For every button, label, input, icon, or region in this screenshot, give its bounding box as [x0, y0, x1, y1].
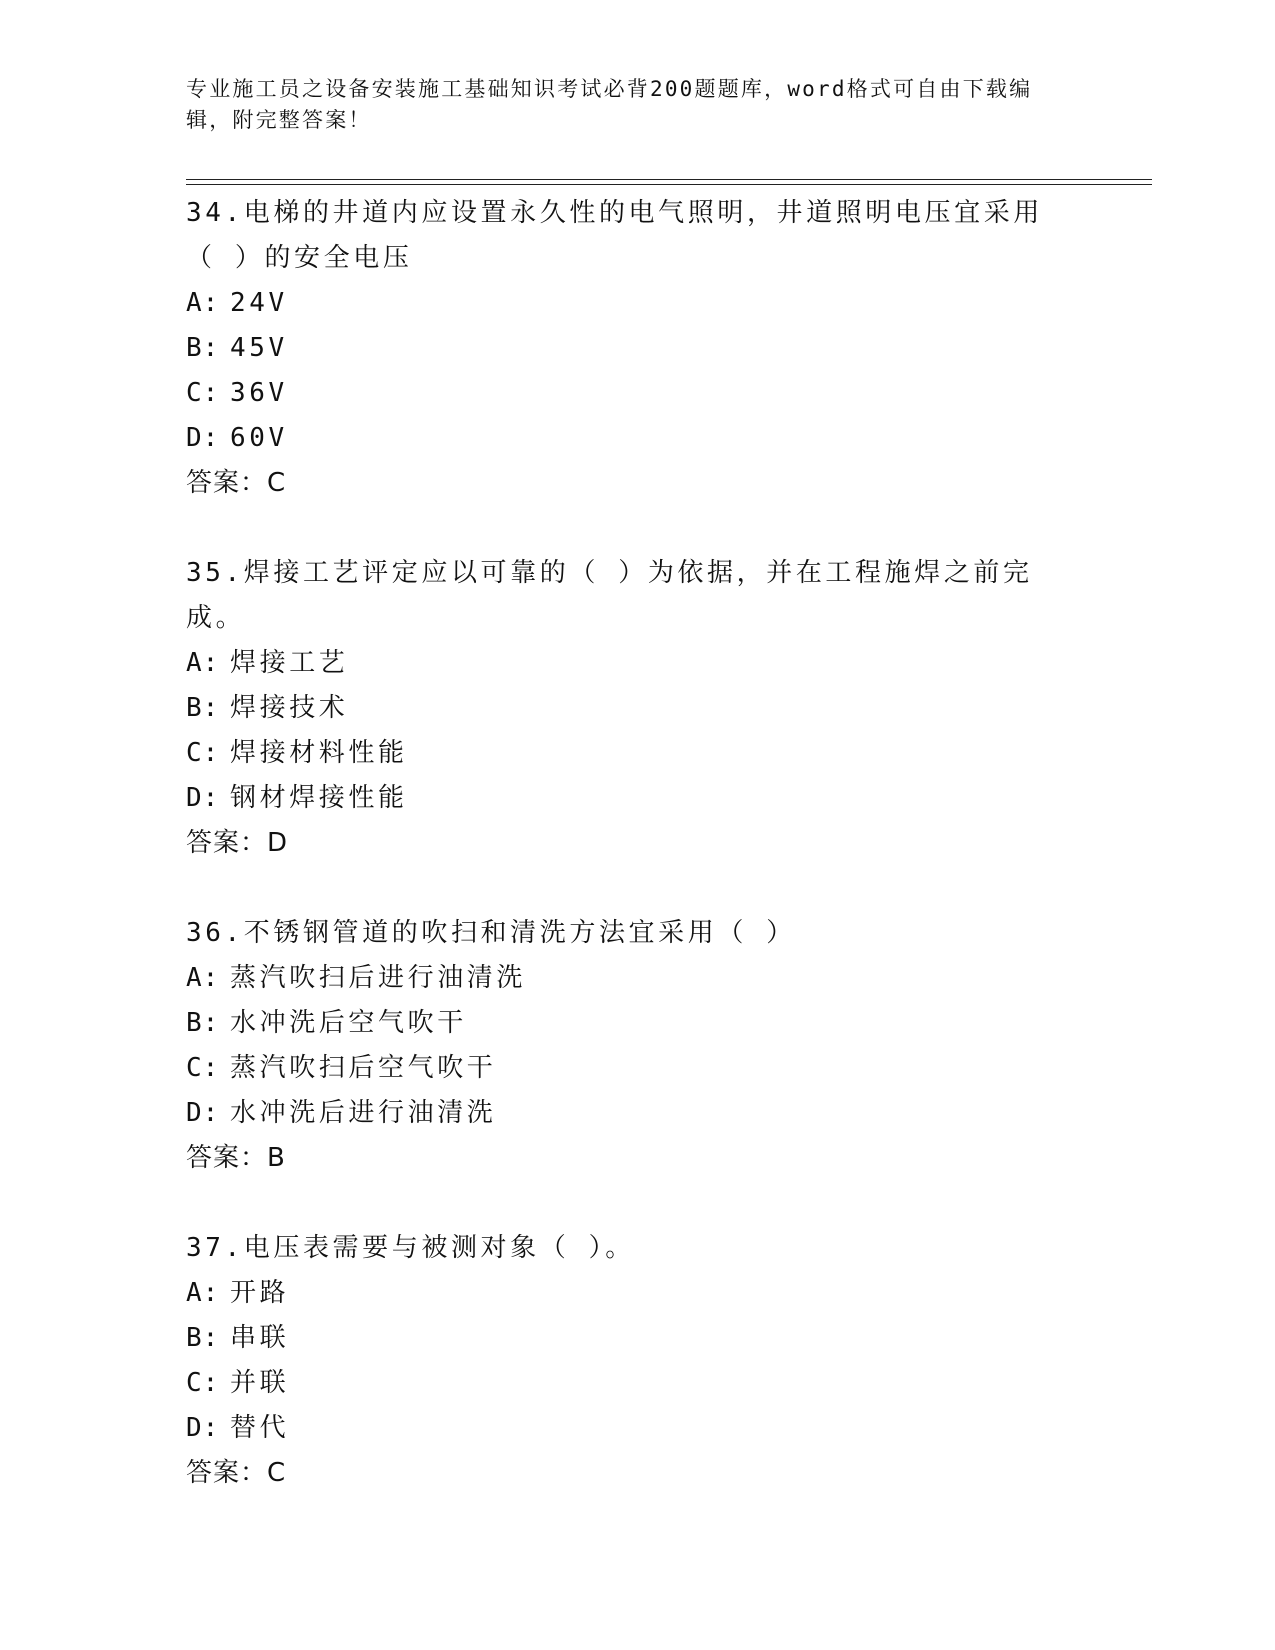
question-34	[186, 191, 1086, 506]
option-key: B:	[186, 1323, 220, 1353]
option-a	[186, 1271, 1086, 1316]
question-stem: 37.电压表需要与被测对象（ ）。	[186, 1233, 635, 1263]
option-b	[186, 326, 1086, 371]
document-header: 专业施工员之设备安装施工基础知识考试必背200题题库，word格式可自由下载编辑，附完整答案！	[186, 77, 1033, 132]
question-gap	[186, 506, 1086, 551]
answer: 答案：C	[186, 468, 287, 498]
option-c	[186, 1361, 1086, 1406]
header-divider-top	[186, 179, 1152, 180]
option-text: 36V	[230, 378, 288, 408]
option-text: 蒸汽吹扫后进行油清洗	[230, 963, 527, 993]
question-gap	[186, 1181, 1086, 1226]
option-text: 串联	[230, 1323, 290, 1353]
option-key: B:	[186, 693, 220, 723]
option-b	[186, 1316, 1086, 1361]
option-text: 水冲洗后进行油清洗	[230, 1098, 497, 1128]
option-text: 替代	[230, 1413, 290, 1443]
option-key: C:	[186, 1368, 220, 1398]
question-stem: 35.焊接工艺评定应以可靠的（ ）为依据，并在工程施焊之前完成。	[186, 558, 1033, 633]
option-key: D:	[186, 783, 220, 813]
option-c	[186, 731, 1086, 776]
option-text: 45V	[230, 333, 288, 363]
option-key: C:	[186, 378, 220, 408]
question-list	[186, 191, 1086, 1496]
option-text: 钢材焊接性能	[230, 783, 408, 813]
option-key: D:	[186, 1098, 220, 1128]
option-text: 焊接材料性能	[230, 738, 408, 768]
option-d	[186, 1406, 1086, 1451]
option-a	[186, 956, 1086, 1001]
question-stem: 36.不锈钢管道的吹扫和清洗方法宜采用（ ）	[186, 918, 796, 948]
option-a	[186, 641, 1086, 686]
option-key: D:	[186, 423, 220, 453]
option-text: 焊接技术	[230, 693, 349, 723]
option-key: B:	[186, 1008, 220, 1038]
option-d	[186, 1091, 1086, 1136]
option-c	[186, 1046, 1086, 1091]
option-text: 蒸汽吹扫后空气吹干	[230, 1053, 497, 1083]
question-36	[186, 911, 1086, 1181]
option-key: C:	[186, 738, 220, 768]
option-text: 24V	[230, 288, 288, 318]
question-35	[186, 551, 1086, 866]
option-text: 并联	[230, 1368, 290, 1398]
option-text: 水冲洗后空气吹干	[230, 1008, 467, 1038]
option-a	[186, 281, 1086, 326]
option-key: A:	[186, 1278, 220, 1308]
option-key: A:	[186, 288, 220, 318]
option-text: 焊接工艺	[230, 648, 349, 678]
header-divider-bottom	[186, 184, 1152, 185]
option-key: B:	[186, 333, 220, 363]
option-d	[186, 776, 1086, 821]
option-text: 开路	[230, 1278, 290, 1308]
option-text: 60V	[230, 423, 288, 453]
option-d	[186, 416, 1086, 461]
question-37	[186, 1226, 1086, 1496]
option-b	[186, 1001, 1086, 1046]
answer: 答案：C	[186, 1458, 287, 1488]
option-key: C:	[186, 1053, 220, 1083]
option-b	[186, 686, 1086, 731]
option-c	[186, 371, 1086, 416]
answer: 答案：B	[186, 1143, 286, 1173]
option-key: A:	[186, 648, 220, 678]
question-gap	[186, 866, 1086, 911]
option-key: D:	[186, 1413, 220, 1443]
option-key: A:	[186, 963, 220, 993]
answer: 答案：D	[186, 828, 289, 858]
question-stem: 34.电梯的井道内应设置永久性的电气照明，井道照明电压宜采用（ ）的安全电压	[186, 198, 1043, 273]
